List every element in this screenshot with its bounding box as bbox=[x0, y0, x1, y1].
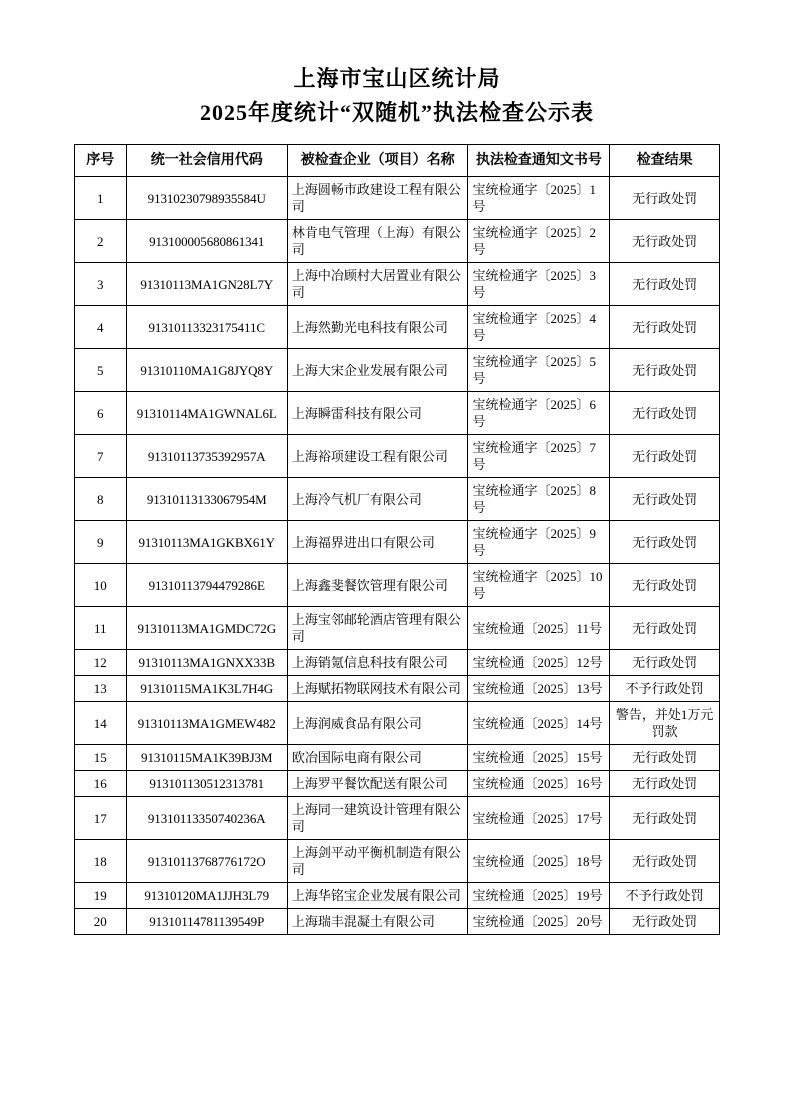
cell-inspection-result: 无行政处罚 bbox=[610, 392, 720, 435]
table-row bbox=[75, 676, 720, 702]
cell-index: 4 bbox=[75, 306, 127, 349]
cell-index: 7 bbox=[75, 435, 127, 478]
cell-inspection-result: 警告，并处1万元罚款 bbox=[610, 702, 720, 745]
table-row bbox=[75, 177, 720, 220]
cell-credit-code: 91310113MA1GMDC72G bbox=[126, 607, 287, 650]
cell-document-number: 宝统检通〔2025〕19号 bbox=[468, 883, 610, 909]
cell-inspection-result: 无行政处罚 bbox=[610, 745, 720, 771]
cell-inspection-result: 无行政处罚 bbox=[610, 435, 720, 478]
cell-inspection-result: 无行政处罚 bbox=[610, 840, 720, 883]
cell-document-number: 宝统检通〔2025〕12号 bbox=[468, 650, 610, 676]
cell-enterprise-name: 上海同一建筑设计管理有限公司 bbox=[287, 797, 468, 840]
cell-inspection-result: 无行政处罚 bbox=[610, 177, 720, 220]
cell-inspection-result: 无行政处罚 bbox=[610, 521, 720, 564]
table-row bbox=[75, 521, 720, 564]
cell-credit-code: 91310115MA1K39BJ3M bbox=[126, 745, 287, 771]
cell-enterprise-name: 上海润威食品有限公司 bbox=[287, 702, 468, 745]
cell-credit-code: 91310113323175411C bbox=[126, 306, 287, 349]
cell-enterprise-name: 上海圆畅市政建设工程有限公司 bbox=[287, 177, 468, 220]
cell-enterprise-name: 上海华铭宝企业发展有限公司 bbox=[287, 883, 468, 909]
cell-credit-code: 91310113MA1GNXX33B bbox=[126, 650, 287, 676]
table-body bbox=[75, 177, 720, 935]
cell-enterprise-name: 上海瑞丰混凝土有限公司 bbox=[287, 909, 468, 935]
cell-inspection-result: 无行政处罚 bbox=[610, 797, 720, 840]
cell-index: 10 bbox=[75, 564, 127, 607]
table-row bbox=[75, 797, 720, 840]
cell-inspection-result: 无行政处罚 bbox=[610, 349, 720, 392]
cell-credit-code: 91310110MA1G8JYQ8Y bbox=[126, 349, 287, 392]
cell-enterprise-name: 上海大宋企业发展有限公司 bbox=[287, 349, 468, 392]
cell-enterprise-name: 林肯电气管理（上海）有限公司 bbox=[287, 220, 468, 263]
cell-document-number: 宝统检通字〔2025〕7号 bbox=[468, 435, 610, 478]
cell-credit-code: 91310113768776172O bbox=[126, 840, 287, 883]
cell-index: 18 bbox=[75, 840, 127, 883]
cell-credit-code: 91310113350740236A bbox=[126, 797, 287, 840]
cell-index: 3 bbox=[75, 263, 127, 306]
cell-index: 11 bbox=[75, 607, 127, 650]
cell-enterprise-name: 上海瞬雷科技有限公司 bbox=[287, 392, 468, 435]
table-row bbox=[75, 909, 720, 935]
cell-index: 2 bbox=[75, 220, 127, 263]
cell-inspection-result: 无行政处罚 bbox=[610, 564, 720, 607]
cell-document-number: 宝统检通字〔2025〕10号 bbox=[468, 564, 610, 607]
cell-credit-code: 913100005680861341 bbox=[126, 220, 287, 263]
cell-enterprise-name: 上海鑫斐餐饮管理有限公司 bbox=[287, 564, 468, 607]
cell-credit-code: 91310230798935584U bbox=[126, 177, 287, 220]
cell-index: 6 bbox=[75, 392, 127, 435]
table-row bbox=[75, 478, 720, 521]
cell-enterprise-name: 上海宝邻邮轮酒店管理有限公司 bbox=[287, 607, 468, 650]
table-row bbox=[75, 306, 720, 349]
column-header-result: 检查结果 bbox=[610, 145, 720, 177]
cell-index: 16 bbox=[75, 771, 127, 797]
cell-document-number: 宝统检通字〔2025〕1号 bbox=[468, 177, 610, 220]
table-row bbox=[75, 702, 720, 745]
cell-index: 15 bbox=[75, 745, 127, 771]
cell-enterprise-name: 上海中冶顾村大居置业有限公司 bbox=[287, 263, 468, 306]
cell-index: 17 bbox=[75, 797, 127, 840]
cell-credit-code: 91310113MA1GKBX61Y bbox=[126, 521, 287, 564]
cell-enterprise-name: 上海裕项建设工程有限公司 bbox=[287, 435, 468, 478]
column-header-index: 序号 bbox=[75, 145, 127, 177]
cell-inspection-result: 无行政处罚 bbox=[610, 607, 720, 650]
cell-index: 14 bbox=[75, 702, 127, 745]
cell-credit-code: 91310115MA1K3L7H4G bbox=[126, 676, 287, 702]
cell-inspection-result: 无行政处罚 bbox=[610, 220, 720, 263]
cell-credit-code: 91310120MA1JJH3L79 bbox=[126, 883, 287, 909]
cell-credit-code: 913101130512313781 bbox=[126, 771, 287, 797]
column-header-doc: 执法检查通知文书号 bbox=[468, 145, 610, 177]
cell-enterprise-name: 上海冷气机厂有限公司 bbox=[287, 478, 468, 521]
cell-inspection-result: 无行政处罚 bbox=[610, 263, 720, 306]
cell-enterprise-name: 上海罗平餐饮配送有限公司 bbox=[287, 771, 468, 797]
cell-inspection-result: 无行政处罚 bbox=[610, 478, 720, 521]
table-row bbox=[75, 745, 720, 771]
cell-enterprise-name: 上海赋拓物联网技术有限公司 bbox=[287, 676, 468, 702]
cell-index: 19 bbox=[75, 883, 127, 909]
table-row bbox=[75, 607, 720, 650]
cell-inspection-result: 不予行政处罚 bbox=[610, 883, 720, 909]
cell-document-number: 宝统检通字〔2025〕8号 bbox=[468, 478, 610, 521]
cell-document-number: 宝统检通字〔2025〕2号 bbox=[468, 220, 610, 263]
document-title bbox=[74, 62, 720, 130]
cell-index: 20 bbox=[75, 909, 127, 935]
cell-document-number: 宝统检通〔2025〕15号 bbox=[468, 745, 610, 771]
cell-document-number: 宝统检通字〔2025〕9号 bbox=[468, 521, 610, 564]
cell-document-number: 宝统检通〔2025〕20号 bbox=[468, 909, 610, 935]
cell-enterprise-name: 上海剑平动平衡机制造有限公司 bbox=[287, 840, 468, 883]
column-header-name: 被检查企业（项目）名称 bbox=[287, 145, 468, 177]
cell-document-number: 宝统检通字〔2025〕4号 bbox=[468, 306, 610, 349]
cell-document-number: 宝统检通字〔2025〕5号 bbox=[468, 349, 610, 392]
cell-document-number: 宝统检通〔2025〕17号 bbox=[468, 797, 610, 840]
cell-enterprise-name: 上海福界进出口有限公司 bbox=[287, 521, 468, 564]
cell-document-number: 宝统检通字〔2025〕6号 bbox=[468, 392, 610, 435]
cell-index: 1 bbox=[75, 177, 127, 220]
cell-credit-code: 91310114MA1GWNAL6L bbox=[126, 392, 287, 435]
cell-document-number: 宝统检通字〔2025〕3号 bbox=[468, 263, 610, 306]
cell-index: 13 bbox=[75, 676, 127, 702]
table-header-row bbox=[75, 145, 720, 177]
table-row bbox=[75, 564, 720, 607]
table-row bbox=[75, 840, 720, 883]
cell-document-number: 宝统检通〔2025〕18号 bbox=[468, 840, 610, 883]
cell-enterprise-name: 上海销氪信息科技有限公司 bbox=[287, 650, 468, 676]
cell-enterprise-name: 欧冶国际电商有限公司 bbox=[287, 745, 468, 771]
cell-credit-code: 91310113735392957A bbox=[126, 435, 287, 478]
table-row bbox=[75, 435, 720, 478]
cell-credit-code: 91310114781139549P bbox=[126, 909, 287, 935]
cell-credit-code: 91310113133067954M bbox=[126, 478, 287, 521]
cell-document-number: 宝统检通〔2025〕13号 bbox=[468, 676, 610, 702]
table-row bbox=[75, 263, 720, 306]
cell-document-number: 宝统检通〔2025〕16号 bbox=[468, 771, 610, 797]
table-row bbox=[75, 392, 720, 435]
table-row bbox=[75, 771, 720, 797]
cell-credit-code: 91310113MA1GMEW482 bbox=[126, 702, 287, 745]
cell-inspection-result: 不予行政处罚 bbox=[610, 676, 720, 702]
cell-inspection-result: 无行政处罚 bbox=[610, 909, 720, 935]
inspection-table bbox=[74, 144, 720, 935]
column-header-code: 统一社会信用代码 bbox=[126, 145, 287, 177]
table-row bbox=[75, 883, 720, 909]
table-row bbox=[75, 650, 720, 676]
cell-inspection-result: 无行政处罚 bbox=[610, 306, 720, 349]
table-row bbox=[75, 349, 720, 392]
cell-enterprise-name: 上海然勤光电科技有限公司 bbox=[287, 306, 468, 349]
cell-credit-code: 91310113794479286E bbox=[126, 564, 287, 607]
title-line-2: 2025年度统计“双随机”执法检查公示表 bbox=[199, 100, 594, 125]
cell-index: 8 bbox=[75, 478, 127, 521]
table-row bbox=[75, 220, 720, 263]
title-line-1: 上海市宝山区统计局 bbox=[293, 66, 501, 91]
table-header bbox=[75, 145, 720, 177]
cell-index: 5 bbox=[75, 349, 127, 392]
cell-document-number: 宝统检通〔2025〕11号 bbox=[468, 607, 610, 650]
cell-inspection-result: 无行政处罚 bbox=[610, 650, 720, 676]
cell-index: 9 bbox=[75, 521, 127, 564]
cell-index: 12 bbox=[75, 650, 127, 676]
cell-document-number: 宝统检通〔2025〕14号 bbox=[468, 702, 610, 745]
cell-credit-code: 91310113MA1GN28L7Y bbox=[126, 263, 287, 306]
cell-inspection-result: 无行政处罚 bbox=[610, 771, 720, 797]
